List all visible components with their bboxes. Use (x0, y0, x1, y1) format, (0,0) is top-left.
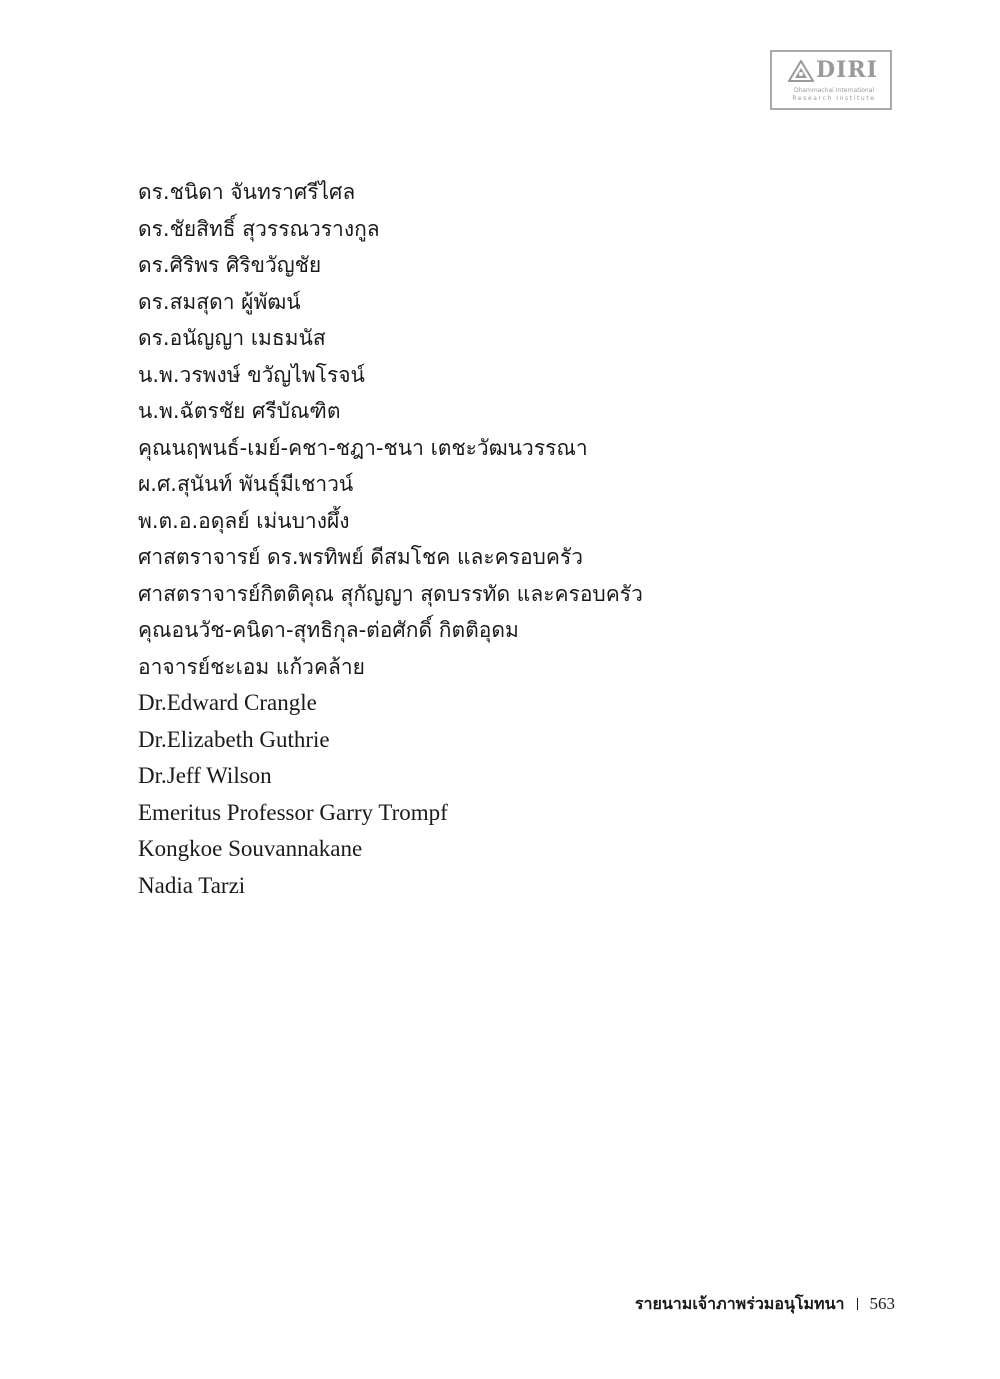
sponsor-name-list (138, 174, 643, 904)
list-item: ผ.ศ.สุนันท์ พันธุ์มีเชาวน์ (138, 472, 354, 496)
list-item: ศาสตราจารย์ ดร.พรทิพย์ ดีสมโชค และครอบครัว (138, 545, 584, 569)
logo-subtitle-line1: Dhammachai International (793, 87, 875, 94)
list-item: คุณอนวัช-คนิดา-สุทธิกุล-ต่อศักดิ์ กิตติอุดม (138, 618, 519, 642)
list-item: Dr.Edward Crangle (138, 690, 317, 715)
page-footer (635, 1291, 895, 1317)
list-item: ดร.ชนิดา จันทราศรีไศล (138, 180, 356, 204)
list-item: Dr.Elizabeth Guthrie (138, 726, 330, 752)
list-item: ดร.ชัยสิทธิ์ สุวรรณวรางกูล (138, 216, 380, 241)
footer-section-title: รายนามเจ้าภาพร่วมอนุโมทนา (634, 1294, 845, 1313)
list-item: คุณนฤพนธ์-เมย์-คชา-ชฎา-ชนา เตชะวัฒนวรรณา (138, 435, 588, 460)
page-number: 563 (869, 1294, 895, 1313)
list-item: ดร.สมสุดา ผู้พัฒน์ (138, 289, 301, 314)
footer-divider (857, 1298, 858, 1310)
list-item: ศาสตราจารย์กิตติคุณ สุกัญญา สุดบรรทัด และครอบครัว (138, 581, 643, 606)
list-item: Nadia Tarzi (138, 872, 246, 898)
triangle-logo-icon (788, 60, 814, 82)
list-item: น.พ.วรพงษ์ ขวัญไพโรจน์ (138, 362, 365, 387)
list-item: Emeritus Professor Garry Trompf (138, 799, 448, 825)
logo-name: DIRI (816, 57, 878, 83)
list-item: อาจารย์ชะเอม แก้วคล้าย (138, 654, 365, 679)
list-item: Kongkoe Souvannakane (138, 836, 363, 861)
list-item: Dr.Jeff Wilson (138, 763, 272, 788)
list-item: ดร.ศิริพร ศิริขวัญชัย (138, 253, 322, 277)
diri-logo (770, 50, 892, 110)
logo-subtitle-line2: Research Institute (792, 95, 876, 102)
list-item: พ.ต.อ.อดุลย์ เม่นบางผึ้ง (138, 508, 350, 533)
list-item: น.พ.ฉัตรชัย ศรีบัณฑิต (138, 399, 341, 423)
list-item: ดร.อนัญญา เมธมนัส (138, 326, 326, 350)
